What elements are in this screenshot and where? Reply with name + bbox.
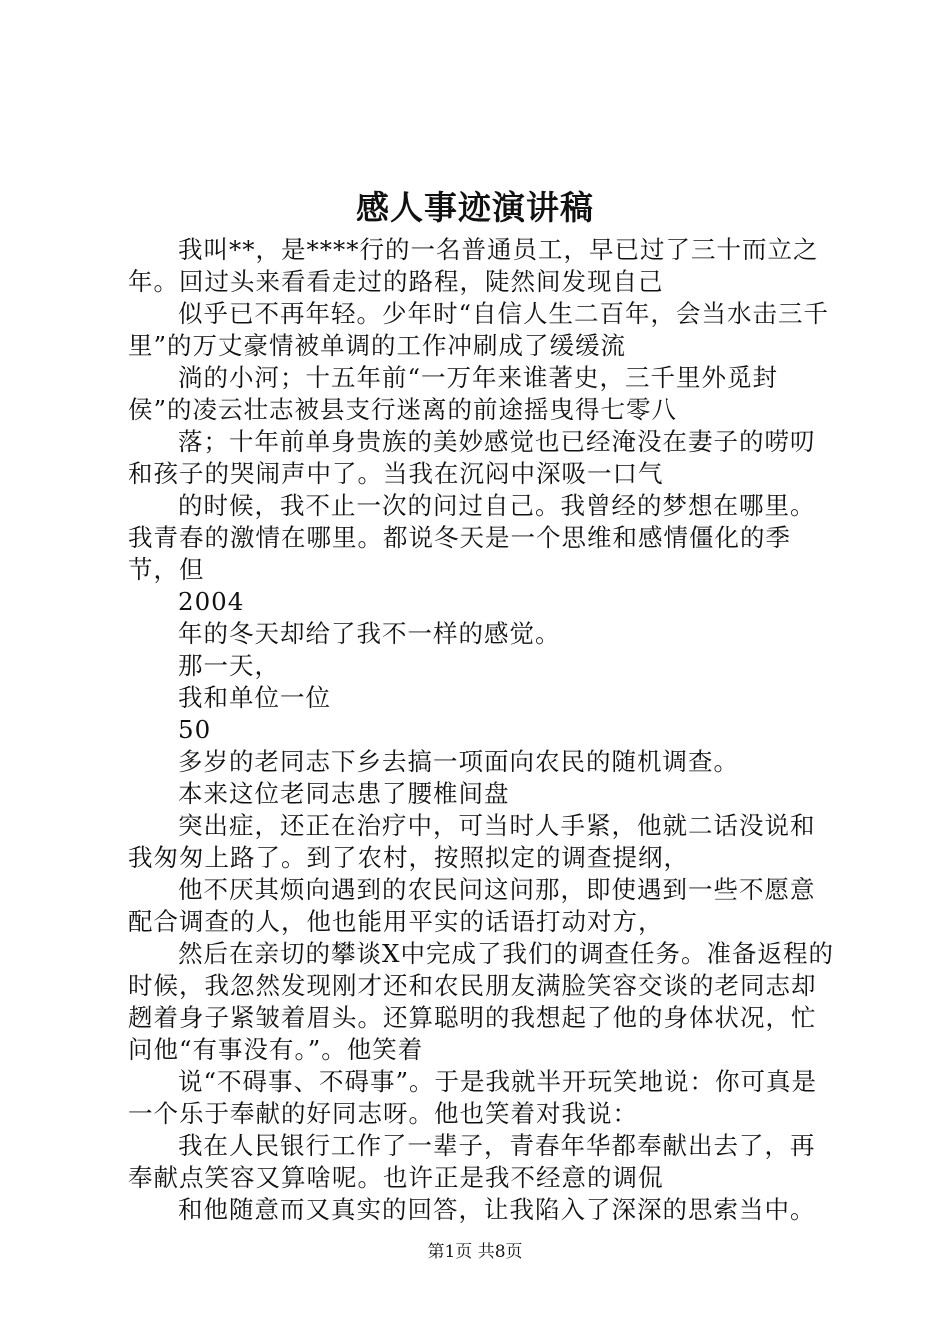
paragraph: 他不厌其烦向遇到的农民问这问那，即使遇到一些不愿意配合调查的人，他也能用平实的话语打动对方，	[128, 875, 816, 936]
paragraph: 似乎已不再年轻。少年时“自信人生二百年，会当水击三千里”的万丈豪情被单调的工作冲刷成了缓缓流	[128, 299, 830, 360]
paragraph: 那一天，	[178, 651, 280, 680]
document-body	[128, 234, 836, 1226]
page-number-footer: 第1页 共8页	[427, 1242, 523, 1262]
paragraph: 年的冬天却给了我不一样的感觉。	[178, 619, 561, 648]
paragraph: 和他随意而又真实的回答，让我陷入了深深的思索当中。	[178, 1195, 816, 1224]
paragraph: 淌的小河；十五年前“一万年来谁著史，三千里外觅封侯”的凌云壮志被县支行迷离的前途摇曳得七零八	[128, 363, 779, 424]
paragraph: 我和单位一位	[178, 683, 331, 712]
paragraph: 说“不碍事、不碍事”。于是我就半开玩笑地说：你可真是一个乐于奉献的好同志呀。他也笑着对我说：	[128, 1067, 818, 1128]
paragraph: 多岁的老同志下乡去搞一项面向农民的随机调查。	[178, 747, 739, 776]
paragraph: 落；十年前单身贵族的美妙感觉也已经淹没在妻子的唠叨和孩子的哭闹声中了。当我在沉闷中深吸一口气	[128, 427, 816, 488]
paragraph: 突出症，还正在治疗中，可当时人手紧，他就二话没说和我匆匆上路了。到了农村，按照拟定的调查提纲，	[128, 811, 816, 872]
paragraph: 50	[178, 715, 212, 744]
paragraph: 我叫**，是****行的一名普通员工，早已过了三十而立之年。回过头来看看走过的路程，陡然间发现自己	[128, 235, 819, 296]
paragraph: 的时候，我不止一次的问过自己。我曾经的梦想在哪里。我青春的激情在哪里。都说冬天是一个思维和感情僵化的季节，但	[128, 491, 816, 584]
paragraph: 我在人民银行工作了一辈子，青春年华都奉献出去了，再奉献点笑容又算啥呢。也许正是我不经意的调侃	[128, 1131, 816, 1192]
paragraph: 然后在亲切的攀谈X中完成了我们的调查任务。准备返程的时候，我忽然发现刚才还和农民朋友满脸笑容交谈的老同志却趔着身子紧皱着眉头。还算聪明的我想起了他的身体状况，忙问他“有事没有。”。他笑着	[128, 939, 834, 1064]
paragraph: 本来这位老同志患了腰椎间盘	[178, 779, 510, 808]
document-title: 感人事迹演讲稿	[356, 188, 594, 227]
paragraph: 2004	[178, 587, 245, 616]
